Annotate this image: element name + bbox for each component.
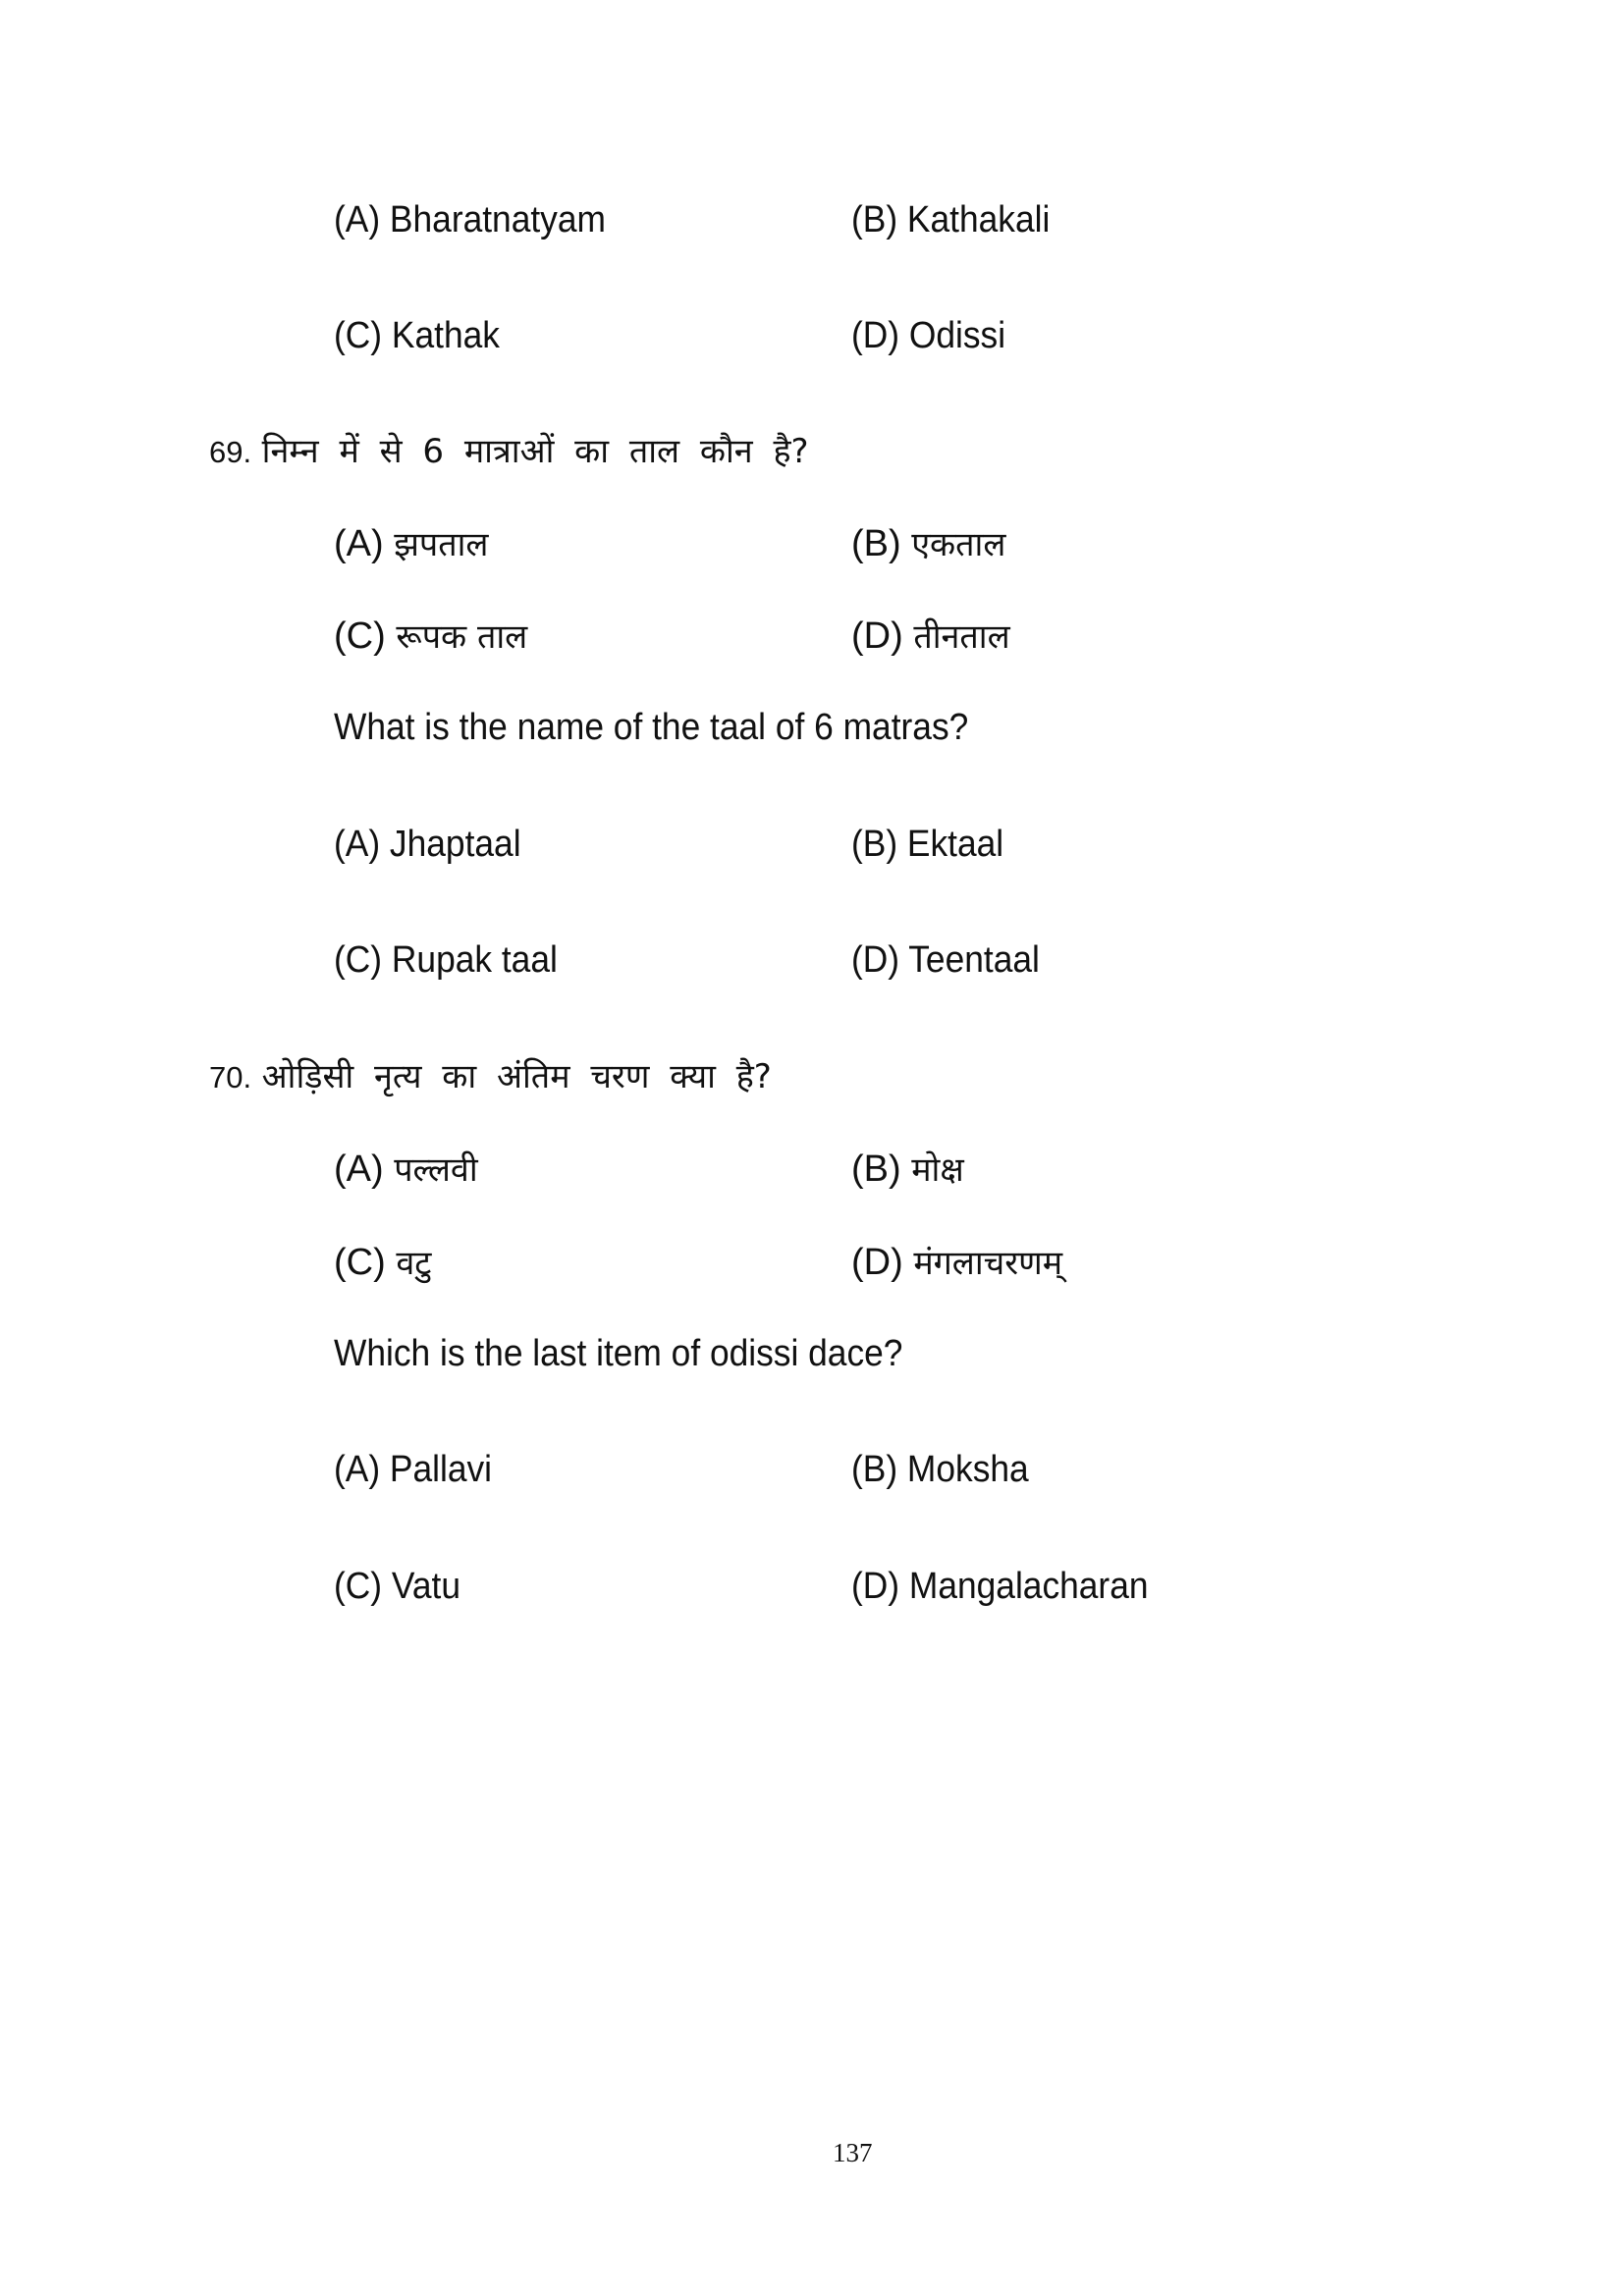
option-text: पल्लवी xyxy=(394,1150,478,1190)
option-text: तीनताल xyxy=(913,617,1010,657)
option-b xyxy=(851,201,1050,239)
option-label: (B) xyxy=(851,1449,898,1490)
option-text: Bharatnatyam xyxy=(389,199,606,240)
question-70-hindi xyxy=(209,1057,772,1095)
option-label: (D) xyxy=(851,1242,903,1283)
q70-hindi-option-c xyxy=(334,1244,431,1281)
option-text: वटु xyxy=(396,1244,432,1283)
option-text: Vatu xyxy=(391,1566,460,1607)
option-label: (B) xyxy=(851,199,898,240)
option-text: Jhaptaal xyxy=(389,824,521,865)
option-label: (C) xyxy=(334,1566,383,1607)
option-text: Pallavi xyxy=(389,1449,493,1490)
q70-hindi-option-a xyxy=(334,1150,478,1188)
q70-option-c xyxy=(334,1568,460,1605)
question-70-english: Which is the last item of odissi dace? xyxy=(334,1333,903,1374)
q69-option-a xyxy=(334,826,521,863)
option-text: Rupak taal xyxy=(391,939,558,981)
q69-option-c xyxy=(334,941,558,979)
option-label: (B) xyxy=(851,1148,901,1190)
q70-option-d xyxy=(851,1568,1149,1605)
option-label: (A) xyxy=(334,824,381,865)
option-label: (C) xyxy=(334,939,383,981)
q69-hindi-option-b xyxy=(851,525,1005,562)
q70-option-b xyxy=(851,1451,1029,1488)
q70-hindi-option-b xyxy=(851,1150,964,1188)
option-a xyxy=(334,201,606,239)
option-text: Ektaal xyxy=(906,824,1004,865)
option-text: Moksha xyxy=(906,1449,1029,1490)
option-label: (B) xyxy=(851,824,898,865)
option-text: Kathakali xyxy=(906,199,1051,240)
q69-hindi-option-c xyxy=(334,617,527,655)
option-text: Kathak xyxy=(391,315,500,356)
option-label: (B) xyxy=(851,523,901,564)
option-text: Odissi xyxy=(908,315,1006,356)
q69-option-d xyxy=(851,941,1040,979)
question-text-hindi: निम्न में से 6 मात्राओं का ताल कौन है? xyxy=(261,432,809,471)
option-label: (A) xyxy=(334,1148,384,1190)
option-label: (C) xyxy=(334,615,386,657)
option-c xyxy=(334,317,500,354)
option-text: रूपक ताल xyxy=(396,617,528,657)
q70-option-a xyxy=(334,1451,492,1488)
question-text-hindi: ओड़िसी नृत्य का अंतिम चरण क्या है? xyxy=(261,1057,772,1096)
page-number: 137 xyxy=(833,2138,873,2167)
option-text: झपताल xyxy=(394,525,489,564)
option-label: (A) xyxy=(334,1449,381,1490)
option-text: मंगलाचरणम् xyxy=(913,1244,1063,1283)
option-label: (C) xyxy=(334,1242,386,1283)
option-text: Mangalacharan xyxy=(908,1566,1149,1607)
question-69-hindi xyxy=(209,432,809,469)
option-label: (D) xyxy=(851,615,903,657)
option-label: (C) xyxy=(334,315,383,356)
option-label: (A) xyxy=(334,523,384,564)
q70-hindi-option-d xyxy=(851,1244,1062,1281)
option-d xyxy=(851,317,1005,354)
q69-option-b xyxy=(851,826,1003,863)
option-label: (D) xyxy=(851,939,900,981)
q69-hindi-option-a xyxy=(334,525,488,562)
q69-hindi-option-d xyxy=(851,617,1010,655)
option-text: मोक्ष xyxy=(911,1150,964,1190)
option-label: (D) xyxy=(851,1566,900,1607)
option-label: (D) xyxy=(851,315,900,356)
question-number: 69. xyxy=(209,435,252,469)
question-69-english: What is the name of the taal of 6 matras? xyxy=(334,707,969,748)
option-text: Teentaal xyxy=(908,939,1040,981)
option-text: एकताल xyxy=(911,525,1006,564)
option-label: (A) xyxy=(334,199,381,240)
question-number: 70. xyxy=(209,1060,252,1095)
